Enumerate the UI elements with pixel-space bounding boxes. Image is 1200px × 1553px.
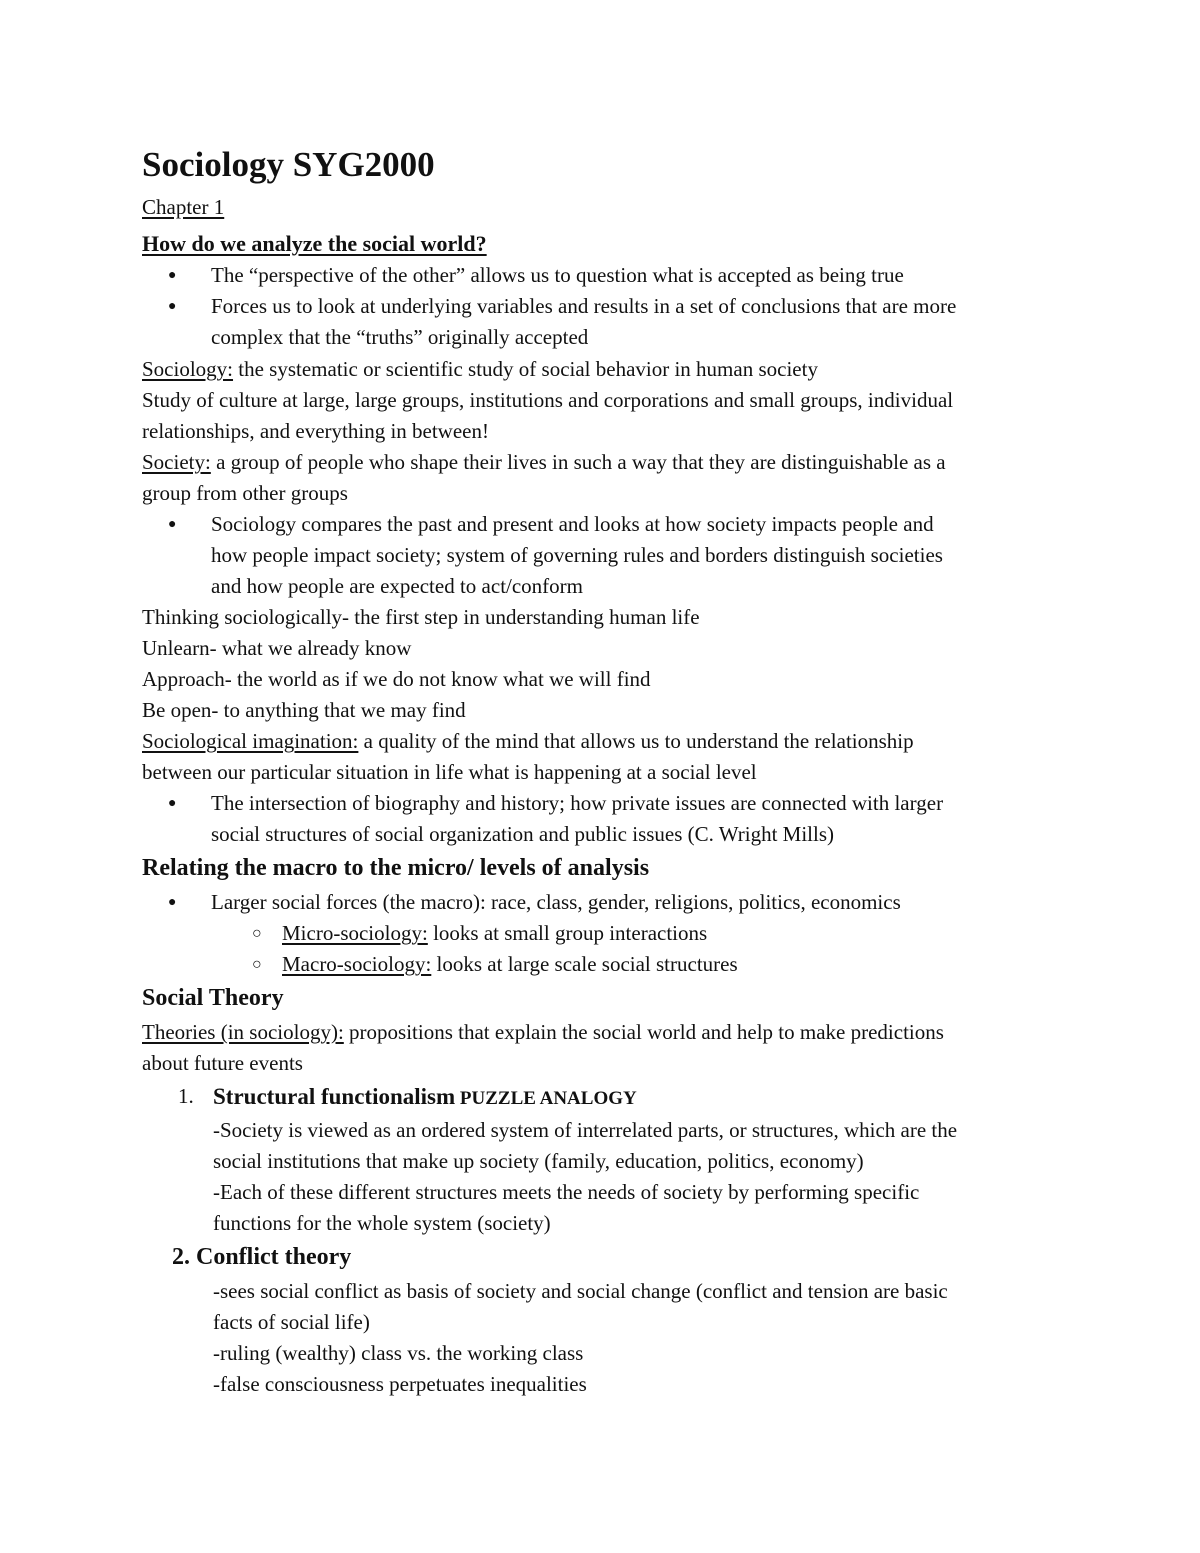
document-title: Sociology SYG2000: [142, 145, 435, 184]
paragraph-line: relationships, and everything in between!: [142, 419, 489, 443]
bullet-dot-icon: ●: [168, 796, 177, 811]
section-heading-macro-micro: Relating the macro to the micro/ levels of analysis: [142, 855, 650, 881]
bullet-circle-icon: ○: [252, 956, 262, 973]
item-body-line: -false consciousness perpetuates inequalities: [213, 1372, 587, 1396]
item-body-line: functions for the whole system (society): [213, 1211, 551, 1235]
term-sociology: Sociology:: [142, 357, 234, 381]
item-body-line: -Society is viewed as an ordered system of interrelated parts, or structures, which are the: [213, 1118, 958, 1142]
bullet-continuation: how people impact society; system of governing rules and borders distinguish societies: [211, 543, 943, 567]
section-heading-social-theory: Social Theory: [142, 985, 284, 1011]
definition-imagination: Sociological imagination: a quality of the mind that allows us to understand the relationship: [142, 729, 914, 753]
paragraph-line: Unlearn- what we already know: [142, 636, 412, 660]
bullet-item: ● Forces us to look at underlying variables and results in a set of conclusions that are more: [142, 291, 956, 322]
item-body-line: social institutions that make up society (family, education, politics, economy): [213, 1149, 864, 1173]
bullet-item: ● The intersection of biography and history; how private issues are connected with larger: [142, 788, 943, 819]
definition-sociology: Sociology: the systematic or scientific study of social behavior in human society: [142, 357, 818, 381]
item-body-line: facts of social life): [213, 1310, 370, 1334]
bullet-dot-icon: ●: [168, 517, 177, 532]
numbered-item-heading: 1. Structural functionalism PUZZLE ANALOGY: [142, 1081, 637, 1114]
list-number: 1.: [178, 1084, 194, 1108]
paragraph-line: Be open- to anything that we may find: [142, 698, 466, 722]
bullet-dot-icon: ●: [168, 268, 177, 283]
chapter-heading: Chapter 1: [142, 195, 225, 219]
bullet-dot-icon: ●: [168, 299, 177, 314]
bullet-item: ● Sociology compares the past and present and looks at how society impacts people and: [142, 509, 934, 540]
term-macro-sociology: Macro-sociology:: [282, 952, 432, 976]
item-body-line: -sees social conflict as basis of society and social change (conflict and tension are basic: [213, 1279, 948, 1303]
bullet-item: ● Larger social forces (the macro): race, class, gender, religions, politics, economics: [142, 887, 901, 918]
definition-society: Society: a group of people who shape their lives in such a way that they are distinguishable as a: [142, 450, 946, 474]
term-society: Society:: [142, 450, 211, 474]
numbered-item-heading: 2. Conflict theory: [172, 1244, 352, 1270]
item-body-line: -ruling (wealthy) class vs. the working class: [213, 1341, 584, 1365]
sub-bullet-item: ○ Micro-sociology: looks at small group interactions: [142, 918, 707, 949]
item-body-line: -Each of these different structures meets the needs of society by performing specific: [213, 1180, 920, 1204]
term-theories: Theories (in sociology):: [142, 1020, 344, 1044]
paragraph-line: Thinking sociologically- the first step in understanding human life: [142, 605, 700, 629]
bullet-continuation: complex that the “truths” originally accepted: [211, 325, 589, 349]
sub-bullet-item: ○ Macro-sociology: looks at large scale social structures: [142, 949, 738, 980]
bullet-item: ● The “perspective of the other” allows us to question what is accepted as being true: [142, 260, 904, 291]
paragraph-line: group from other groups: [142, 481, 348, 505]
paragraph-line: between our particular situation in life what is happening at a social level: [142, 760, 757, 784]
section-heading-analyze: How do we analyze the social world?: [142, 231, 487, 256]
paragraph-line: Study of culture at large, large groups, institutions and corporations and small groups, individual: [142, 388, 954, 412]
definition-theories: Theories (in sociology): propositions that explain the social world and help to make predictions: [142, 1020, 944, 1044]
bullet-circle-icon: ○: [252, 925, 262, 942]
term-imagination: Sociological imagination:: [142, 729, 359, 753]
paragraph-line: Approach- the world as if we do not know what we will find: [142, 667, 651, 691]
bullet-continuation: social structures of social organization and public issues (C. Wright Mills): [211, 822, 835, 846]
paragraph-line: about future events: [142, 1051, 303, 1075]
term-micro-sociology: Micro-sociology:: [282, 921, 428, 945]
bullet-continuation: and how people are expected to act/conform: [211, 574, 584, 598]
bullet-dot-icon: ●: [168, 895, 177, 910]
